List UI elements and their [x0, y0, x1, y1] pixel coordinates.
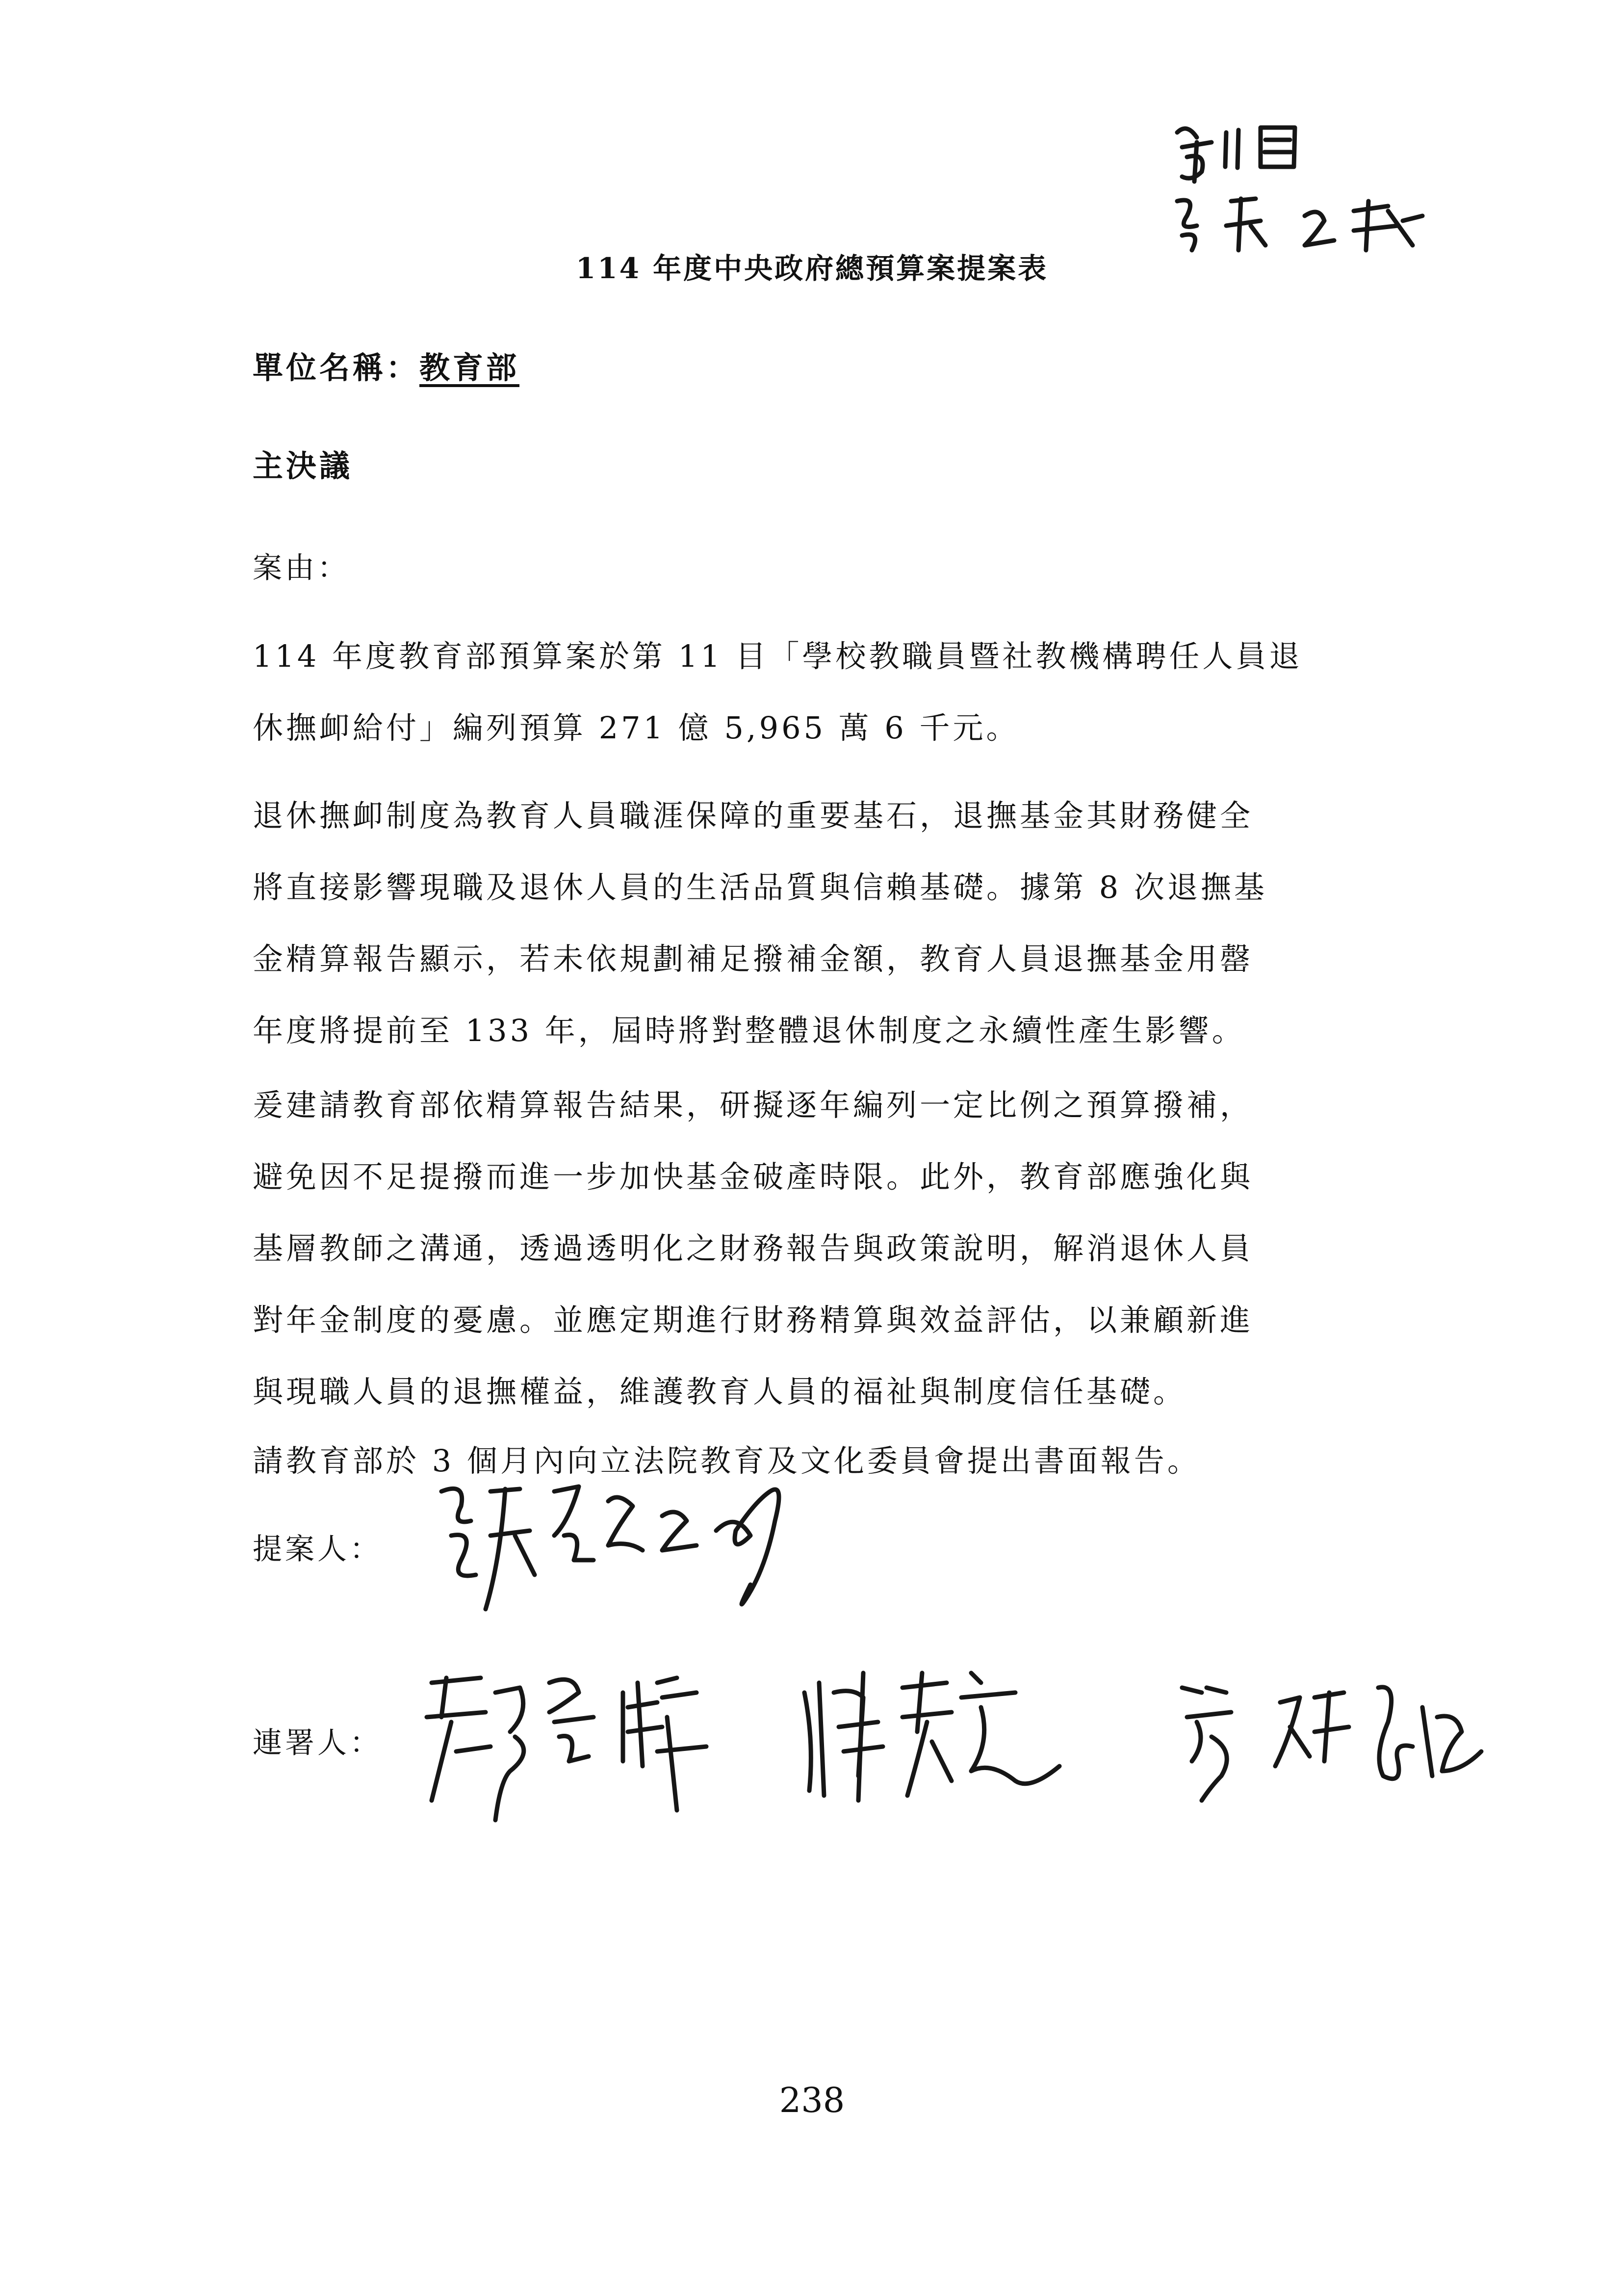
unit-name-value: 教育部 [419, 350, 520, 386]
paragraph-line: 基層教師之溝通，透過透明化之財務報告與政策說明，解消退休人員 [253, 1230, 1254, 1266]
cosigner-signature-3 [1167, 1663, 1521, 1815]
section-heading: 主決議 [253, 448, 353, 484]
unit-name-label: 單位名稱： [253, 350, 420, 386]
paragraph-line: 避免因不足提撥而進一步加快基金破產時限。此外，教育部應強化與 [253, 1159, 1254, 1195]
proposer-label: 提案人： [253, 1532, 382, 1566]
cosigner-label: 連署人： [253, 1726, 382, 1760]
paragraph-line: 休撫卹給付」編列預算 271 億 5,965 萬 6 千元。 [253, 710, 1020, 746]
unit-name-row [253, 343, 519, 387]
paragraph-budget [253, 621, 1400, 764]
paragraph-report-request [253, 1425, 1400, 1497]
paragraph-background [253, 780, 1400, 1067]
paragraph-line: 請教育部於 3 個月內向立法院教育及文化委員會提出書面報告。 [253, 1443, 1201, 1479]
paragraph-recommendation [253, 1070, 1400, 1428]
paragraph-line: 退休撫卹制度為教育人員職涯保障的重要基石，退撫基金其財務健全 [253, 798, 1254, 834]
page-number: 238 [779, 2080, 845, 2120]
paragraph-line: 對年金制度的憂慮。並應定期進行財務精算與效益評估，以兼顧新進 [253, 1302, 1254, 1338]
paragraph-line: 金精算報告顯示，若未依規劃補足撥補金額，教育人員退撫基金用罄 [253, 941, 1254, 977]
paragraph-line: 與現職人員的退撫權益，維護教育人員的福祉與制度信任基礎。 [253, 1374, 1187, 1409]
cosigner-signature-1 [412, 1653, 726, 1840]
document-title: 114 年度中央政府總預算案提案表 [575, 252, 1049, 285]
reason-label: 案由： [253, 551, 350, 585]
cosigner-signature-2 [785, 1653, 1128, 1815]
paragraph-line: 將直接影響現職及退休人員的生活品質與信賴基礎。據第 8 次退撫基 [253, 869, 1267, 905]
handwritten-margin-note [1167, 113, 1442, 260]
paragraph-line: 114 年度教育部預算案於第 11 目「學校教職員暨社教機構聘任人員退 [253, 638, 1303, 674]
paragraph-line: 年度將提前至 133 年，屆時將對整體退休制度之永續性產生影響。 [253, 1013, 1245, 1048]
proposer-signature [432, 1462, 824, 1624]
paragraph-line: 爰建請教育部依精算報告結果，研擬逐年編列一定比例之預算撥補， [253, 1087, 1254, 1123]
